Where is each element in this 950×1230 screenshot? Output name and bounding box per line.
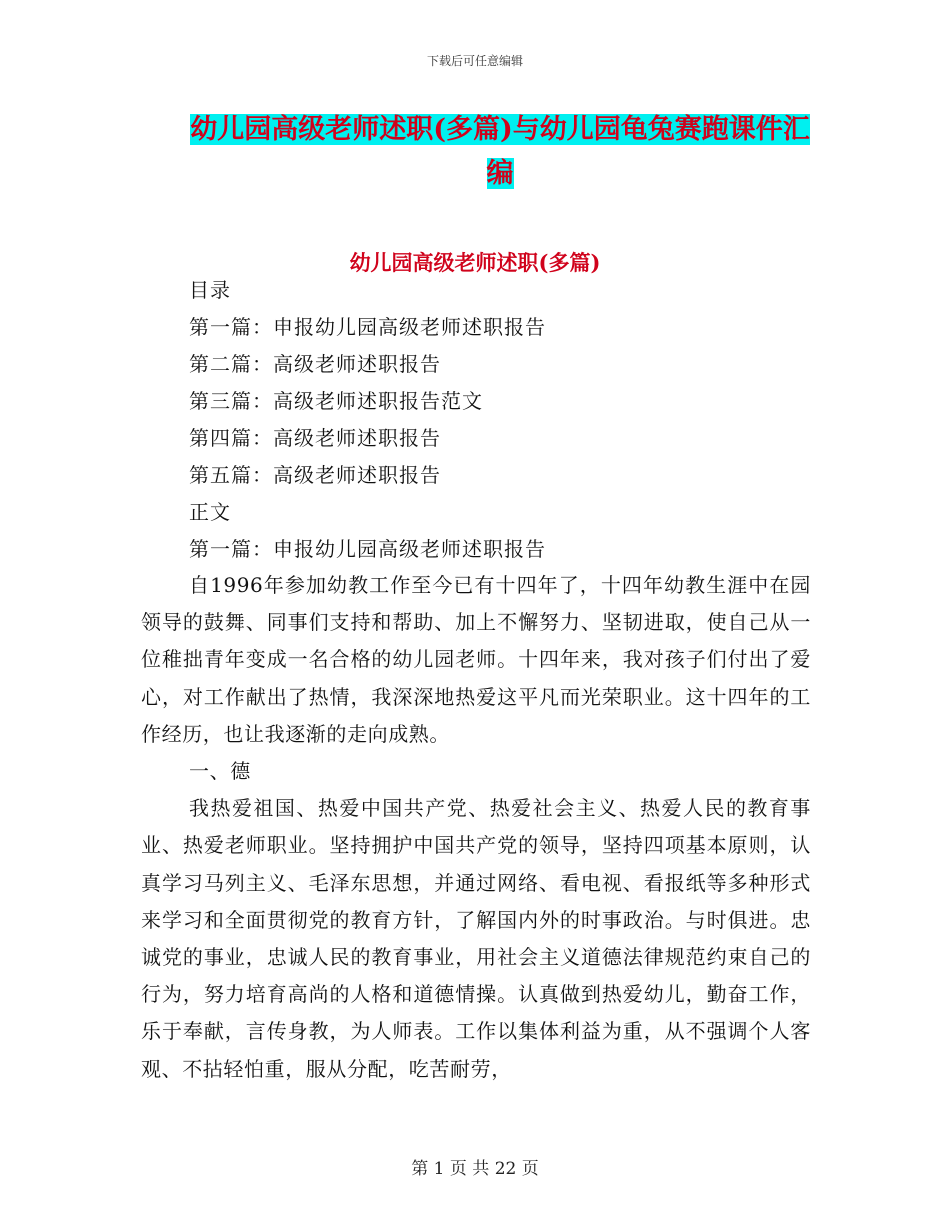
first-article-title: 第一篇：申报幼儿园高级老师述职报告 [189, 537, 546, 561]
page-footer: 第 1 页 共 22 页 [411, 1159, 539, 1179]
toc-item: 第二篇：高级老师述职报告 [189, 352, 441, 376]
main-title-text: 幼儿园高级老师述职(多篇)与幼儿园龟兔赛跑课件汇编 [190, 114, 810, 189]
paragraph: 自1996年参加幼教工作至今已有十四年了，十四年幼教生涯中在园领导的鼓舞、同事们支持和帮助、加上不懈努力、坚韧进取，使自己从一位稚拙青年变成一名合格的幼儿园老师。十四年来，我对孩子们付出了爱心，对工作献出了热情，我深深地热爱这平凡而光荣职业。这十四年的工作经历，也让我逐渐的走向成熟。 [141, 573, 811, 746]
table-of-contents [189, 272, 546, 568]
body-text [141, 567, 811, 1088]
header-note: 下载后可任意编辑 [426, 54, 523, 68]
toc-item: 第一篇：申报幼儿园高级老师述职报告 [189, 315, 546, 339]
paragraph: 我热爱祖国、热爱中国共产党、热爱社会主义、热爱人民的教育事业、热爱老师职业。坚持拥护中国共产党的领导，坚持四项基本原则，认真学习马列主义、毛泽东思想，并通过网络、看电视、看报纸等多种形式来学习和全面贯彻党的教育方针，了解国内外的时事政治。与时俱进。忠诚党的事业，忠诚人民的教育事业，用社会主义道德法律规范约束自己的行为，努力培育高尚的人格和道德情操。认真做到热爱幼儿，勤奋工作，乐于奉献，言传身教，为人师表。工作以集体利益为重，从不强调个人客观、不拈轻怕重，服从分配，吃苦耐劳， [141, 796, 811, 1081]
section-title: 幼儿园高级老师述职(多篇) [349, 250, 601, 275]
main-title [190, 108, 810, 196]
toc-item: 第四篇：高级老师述职报告 [189, 426, 441, 450]
body-heading: 正文 [189, 500, 231, 524]
toc-heading: 目录 [189, 278, 231, 302]
toc-item: 第五篇：高级老师述职报告 [189, 463, 441, 487]
toc-item: 第三篇：高级老师述职报告范文 [189, 389, 483, 413]
section-heading-de: 一、德 [189, 759, 251, 784]
